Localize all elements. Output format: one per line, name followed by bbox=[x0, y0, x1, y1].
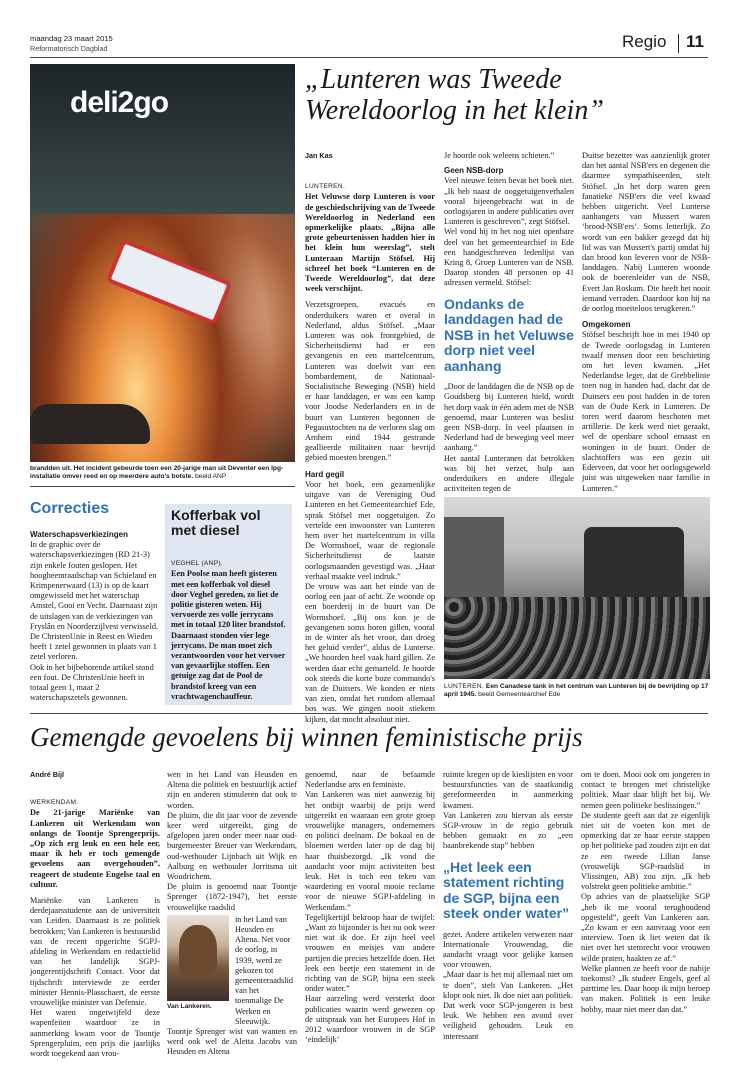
correcties-subheading: Waterschapsverkiezingen bbox=[30, 530, 128, 539]
lunteren-sub-nsb: Geen NSB-dorp bbox=[444, 166, 504, 176]
section-rule bbox=[30, 713, 708, 714]
liberation-caption-kicker: LUNTEREN. bbox=[444, 683, 485, 690]
lunteren-col2 bbox=[444, 151, 574, 494]
correcties-box bbox=[30, 500, 160, 703]
car-silhouette bbox=[30, 404, 150, 444]
photo1-rule bbox=[30, 486, 295, 487]
photo1-caption-lead: brandden uit. Het incident gebeurde toen een 20-jarige man uit Deventer een lpg-installatie omver reed en op meerdere auto's botste. bbox=[30, 465, 284, 481]
lunteren-col3 bbox=[582, 151, 710, 494]
lunteren-headline: „Lunteren was Tweede Wereldoorlog in het klein” bbox=[305, 64, 604, 126]
prijs-col1-body: Mariënke van Lankeren is derdejaarsstudente aan de universiteit van Leiden. Daarnaast is ze politiek betrokken; Van Lankeren is bestuurslid van de recent opgerichte SGPJ-afdeling in Werkendam en redactielid van het landelijk SGPJ-jongerentijdschrift Contact. Voor dat tijdschrift interviewde ze eerder minister Hennis-Plasschaert, de eerste vrouwelijke minister van Defensie. Het waren ongetwijfeld deze wapenfeiten waardoor ze in aanmerking kwam voor de Toontje Sprengerpluim, een prijs die jaarlijks wordt toegekend aan vrou- bbox=[30, 896, 160, 1059]
photo-crowd bbox=[444, 597, 710, 679]
liberation-caption-credit: beeld Gemeentearchief Ede bbox=[478, 691, 561, 699]
lunteren-col2-top: Je hoorde ook weleens schieten.” bbox=[444, 151, 555, 160]
lunteren-dateline: LUNTEREN. bbox=[305, 183, 346, 191]
lunteren-col1-body2: Voor het boek, een gezamenlijke uitgave van de Vereniging Oud Lunteren en het Gemeentearchief Ede, sprak Stöfsel met ooggetuigen. Zo vertelde een inwoonster van Lunteren hem over het martelcentrum in villa De Wormshoef, waar de regionale Sicherheitsdienst de laatste oorlogsmaanden gevestigd was. „Haar verhaal maakte veel indruk.” De vrouw was aan het einde van de oorlog een jaar of acht. Ze woonde op een boerderij in de buurt van De Wormshoef. „Bij ons kon je de gevangenen soms horen gillen, vooral in de winter als het vroor, dan droeg het geluid verder”, aldus de Lunterse. „We hoorden heel vaak hard gillen. Ze werden daar echt gemarteld. Je hoorde ook steeds die korte boze commando's van de Duitsers. We konden er niets van zien, omdat het rondom allemaal bos was. We gingen nooit stiekem kijken, dat mocht absoluut niet. bbox=[305, 479, 435, 724]
lunteren-col1-body: Verzetsgroepen, evacués en onderduikers waren er overal in Nederland, aldus Stöfsel. „Maar Lunteren was ook frontgebied, de Sicherheitsdienst had er een gevangenis en een martelcentrum, Lunteren was doelwit van een bombardement, de Nationaal-Socialistische Beweging (NSB) hield er haar landdagen, er was een kamp voor Joodse Nederlanders en in de buurt van Lunteren begonnen de Pegasustochten na de verloren slag om Arnhem eind 1944 gestrande geallieerde militairen naar bevrijd gebied moesten brengen.” bbox=[305, 300, 435, 463]
accident-photo bbox=[30, 64, 295, 462]
prijs-col1 bbox=[30, 770, 160, 1059]
section-name: Regio bbox=[622, 32, 667, 51]
photo-houses bbox=[444, 517, 504, 607]
prijs-intro bbox=[30, 787, 160, 890]
correcties-body: In de graphic over de waterschapsverkiezingen (RD 21-3) zijn enkele fouten geslopen. Het hoogheemraadschap van Schieland en Krimpenerwaard (13) is op de kaart omgewisseld met het waterschap Amstel, Gooi en Vecht. Daarnaast zijn de uitslagen van de verkiezingen van Fryslân en Noorderzijlvest verwisseld. De ChristenUnie in Reest en Wieden heeft 1 zetel gewonnen in plaats van 1 zetel verloren. Ook in het bijbehorende artikel stond een fout. De ChristenUnie heeft in totaal geen 1, maar 2 waterschapszetels gewonnen. bbox=[30, 540, 159, 703]
prijs-col3-body: genoemd, naar de befaamde Nederlandse arts en feministe. Van Lankeren was niet aanwezig bij het ontbijt waarbij de prijs werd uitgereikt en waaraan een grote groep vrouwelijke managers, ondernemers en politici deelnam. De bokaal en de bloemen werden later op de dag bij haar thuisbezorgd. „Ik vond die aandacht voor mijn activiteiten best leuk. Het is toch een teken van waardering en vooral mooie reclame voor de nieuwe SGPJ-afdeling in Werkendam.” Tegelijkertijd bekroop haar de twijfel: „Want zo bijzonder is het nu ook weer niet wat ik doe. Er zijn heel veel vrouwen en meisjes van andere partijen die precies hetzelfde doen. Het leek een beetje een statement in de richting van de SGP, bijna een steek onder water.” Haar aarzeling werd versterkt door publicaties waarin werd gewezen op de uitspraak van het Europees Hof in 2012 waardoor vrouwen in de SGP ‘eindelijk’ bbox=[305, 770, 435, 1045]
liberation-caption bbox=[444, 683, 710, 700]
lunteren-sub-gegil: Hard gegil bbox=[305, 469, 345, 479]
shop-sign: deli2go bbox=[70, 86, 169, 119]
page-number: 11 bbox=[686, 32, 704, 51]
liberation-photo bbox=[444, 497, 710, 679]
masthead-date: maandag 23 maart 2015 bbox=[30, 34, 113, 43]
lunteren-intro bbox=[305, 171, 435, 294]
prijs-intro-text: De 21-jarige Mariënke van Lankeren uit Werkendam won onlangs de Toontje Sprengerprijs. „Op zich erg leuk en een hele eer, maar ik heb er toch gemengde gevoelens aan overgehouden”, reageert de studente Engelse taal en cultuur. bbox=[30, 808, 160, 889]
prijs-col2 bbox=[167, 770, 297, 1058]
prijs-col2-bottom: Toontje Sprenger wist van wanten en werd ook wel de Aletta Jacobs van Heusden en Altena bbox=[167, 1027, 297, 1057]
prijs-col4 bbox=[443, 770, 573, 1042]
lunteren-col1 bbox=[305, 151, 435, 725]
portrait-caption: Van Lankeren. bbox=[167, 1002, 212, 1010]
kofferbak-text bbox=[171, 548, 288, 702]
lunteren-sub-omgekomen: Omgekomen bbox=[582, 320, 631, 330]
lunteren-col3-body2: Stöfsel beschrijft hoe in mei 1940 op de Tweede oorlogsdag in Lunteren twaalf mensen door een beschieting om het leven kwamen. „Het Nederlandse leger, dat de Grebbelinie toen nog in handen had, dacht dat de Duitsers een post hadden in de toren van de Oude Kerk in Lunteren. De toren werd daarom beschoten met artillerie. De kerk werd niet geraakt, wel de openbare school ernaast en woningen in de buurt. Onder de slachtoffers was een gezin uit Ederveen, dat voor het oorlogsgeweld juist was uitgeweken naar familie in Lunteren.” bbox=[582, 330, 710, 493]
photo1-caption-credit: beeld ANP bbox=[195, 473, 227, 481]
prijs-col2-wrap: in het Land van Heusden en Altena. Net voor de oorlog, in 1939, werd ze gekozen tot gemeenteraadslid van het toenmalige De Werken en Sleeuwijk. bbox=[235, 914, 294, 1026]
lunteren-col2-body: Veel nieuwe feiten bevat het boek niet. „Ik heb naast de ooggetuigenverhalen vooral bijeengebracht wat in de oorlogsjaren in andere publicaties over Lunteren is geschreven”, zegt Stöfsel. Wel vond hij in het nog niet openbare deel van het gemeentearchief in Ede een handgeschreven ledenlijst van Kring 8, Groep Lunteren van de NSB. Daarop stonden 48 personen op 41 adressen vermeld. Stöfsel: bbox=[444, 176, 574, 288]
section-divider bbox=[678, 34, 679, 53]
prijs-col5 bbox=[581, 770, 710, 1015]
photo-tank bbox=[584, 527, 684, 607]
masthead-paper: Reformatorisch Dagblad bbox=[30, 44, 108, 53]
lunteren-byline: Jan Kas bbox=[305, 151, 333, 160]
prijs-col5-body: om te doen. Mooi ook om jongeren in contact te brengen met christelijke politiek. Maar daar blijft het bij. We nemen geen politieke beslissingen.” De studente geeft aan dat ze eigenlijk niet uit de voeten kon met de opmerking dat ze haar eerste stappen op het politieke pad zouden zijn en dat ze een tweede Lilian Janse (vrouwelijk SGP-raadslid in Vlissingen, AB) zou zijn. „Ik heb volstrekt geen politieke ambitie.” Op advies van de plaatselijke SGP „heb ik me vooral terughoudend opgesteld”, geeft Van Lankeren aan. „Zo kwam er een aanvraag voor een interview. Toen ik liet weten dat ik niet over het stemrecht voor vrouwen wilde praten, haakten ze af.” Welke plannen ze heeft voor de nabije toekomst? „Ik studeer Engels, geef al parttime les. Daar hoop ik mijn beroep van maken. Politiek is een leuke hobby, maar niet meer dan dat.” bbox=[581, 770, 710, 1014]
prijs-col3 bbox=[305, 770, 435, 1045]
liberation-caption-text: Een Canadese tank in het centrum van Lunteren bij de bevrijding op 17 april 1945. bbox=[444, 683, 709, 699]
prijs-col2-top: wen in het Land van Heusden en Altena die politiek en bestuurlijk actief zijn en anderen stimuleren dat ook te worden. De pluim, die dit jaar voor de zevende keer werd uitgereikt, ging de afgelopen jaren onder meer naar oud-burgemeester Breuer van Werkendam, oud-wethouder Lijnbach uit Wijk en Aalburg en wethouder Jorritsma uit Woudrichem. De pluim is genoemd naar Toontje Sprenger (1872-1947), het eerste vrouwelijke raadslid bbox=[167, 770, 297, 912]
kofferbak-title: Kofferbak vol met diesel bbox=[171, 507, 261, 538]
kofferbak-body: Een Poolse man heeft gisteren met een kofferbak vol diesel door Veghel gereden, zo liet de politie gisteren weten. Hij vervoerde zes volle jerrycans met in totaal 120 liter brandstof. Daarnaast stonden vier lege jerrycans. De man moet zich verantwoorden voor het vervoer van gevaarlijke stoffen. Een getuige zag dat de Pool de brandstof kreeg van een vrachtwagenchauffeur. bbox=[171, 569, 286, 701]
prijs-headline: Gemengde gevoelens bij winnen feministische prijs bbox=[30, 722, 583, 752]
lunteren-col3-body: Duitse bezetter was aanzienlijk groter dan het aantal NSB'ers en degenen die daarmee sympathiseerden, stelt Stöfsel. „In het dorp waren geen fanatieke NSB'ers die veel kwaad hebben uitgericht. Veel Lunterse aanhangers van Mussert waren ‘brood-NSB'ers’. Soms letterlijk. Zo wordt van een bakker gezegd dat hij lid was van Mussert's partij omdat hij dan brood kon leveren voor de NSB-landdagen. Nabij Lunteren woonde ook de boerenleider van de NSB, Evert Jan Roskam. Die heeft het nooit iemand verraden. Daardoor kon hij na de oorlog moeiteloos terugkeren.” bbox=[582, 151, 710, 314]
kofferbak-dateline: VEGHEL (ANP). bbox=[171, 560, 224, 568]
prijs-pullquote: „Het leek een statement richting de SGP, bijna een steek onder water” bbox=[443, 858, 570, 922]
canopy-sign bbox=[106, 239, 233, 326]
prijs-col4-body2: gezet. Andere artikelen verwezen naar Internationale Vrouwendag, die aandacht vraagt voor gelijke kansen voor vrouwen. „Maar daar is het mij allemaal niet om te doen”, stelt Van Lankeren. „Het klopt ook niet. Ik doe niet aan politiek. Dat werk voor SGP-jongeren is best leuk. We hebben een avond over veiligheid gehouden. Leuk en interessant bbox=[443, 929, 573, 1041]
correcties-heading: Correcties bbox=[30, 500, 110, 517]
lunteren-col2-body2: „Door de landdagen die de NSB op de Goudsberg bij Lunteren hield, wordt het dorp vaak in één adem met de NSB genoemd, maar Lunteren was beslist geen NSB-dorp. In veel plaatsen in Nederland had de beweging veel meer aanhang.” Het aantal Lunteranen dat betrokken was bij het verzet, hulp aan onderduikers en andere illegale activiteiten tegen de bbox=[444, 382, 574, 494]
masthead-rule bbox=[30, 57, 708, 58]
portrait-photo bbox=[167, 915, 229, 1001]
kofferbak-box bbox=[165, 504, 292, 705]
prijs-col4-body: ruimte kregen op de kieslijsten en voor bestuursfuncties van de staatkundig gereformeerden in aanmerking kwamen. Van Lankeren zou hiervan als eerste SGP-vrouw in de regio gebruik hebben gemaakt en zo „een baanbrekende stap” hebben bbox=[443, 770, 573, 851]
prijs-byline: André Bijl bbox=[30, 770, 64, 779]
lunteren-pullquote: Ondanks de landdagen had de NSB in het Veluwse dorp niet veel aanhang bbox=[444, 295, 574, 374]
prijs-dateline: WERKENDAM. bbox=[30, 799, 79, 807]
portrait-hair bbox=[179, 925, 217, 975]
lunteren-intro-text: Het Veluwse dorp Lunteren is voor de geschiedschrijving van de Tweede Wereldoorlog in Nederland een opmerkelijke plaats. „Bijna alle grote gebeurtenissen hadden hier in het klein hun weerslag”, stelt Lunteraan Martijn Stöfsel. Hij schreef het boek “Lunteren en de Tweede Wereldoorlog”, dat deze week verschijnt. bbox=[305, 192, 435, 294]
photo1-caption bbox=[30, 465, 295, 482]
